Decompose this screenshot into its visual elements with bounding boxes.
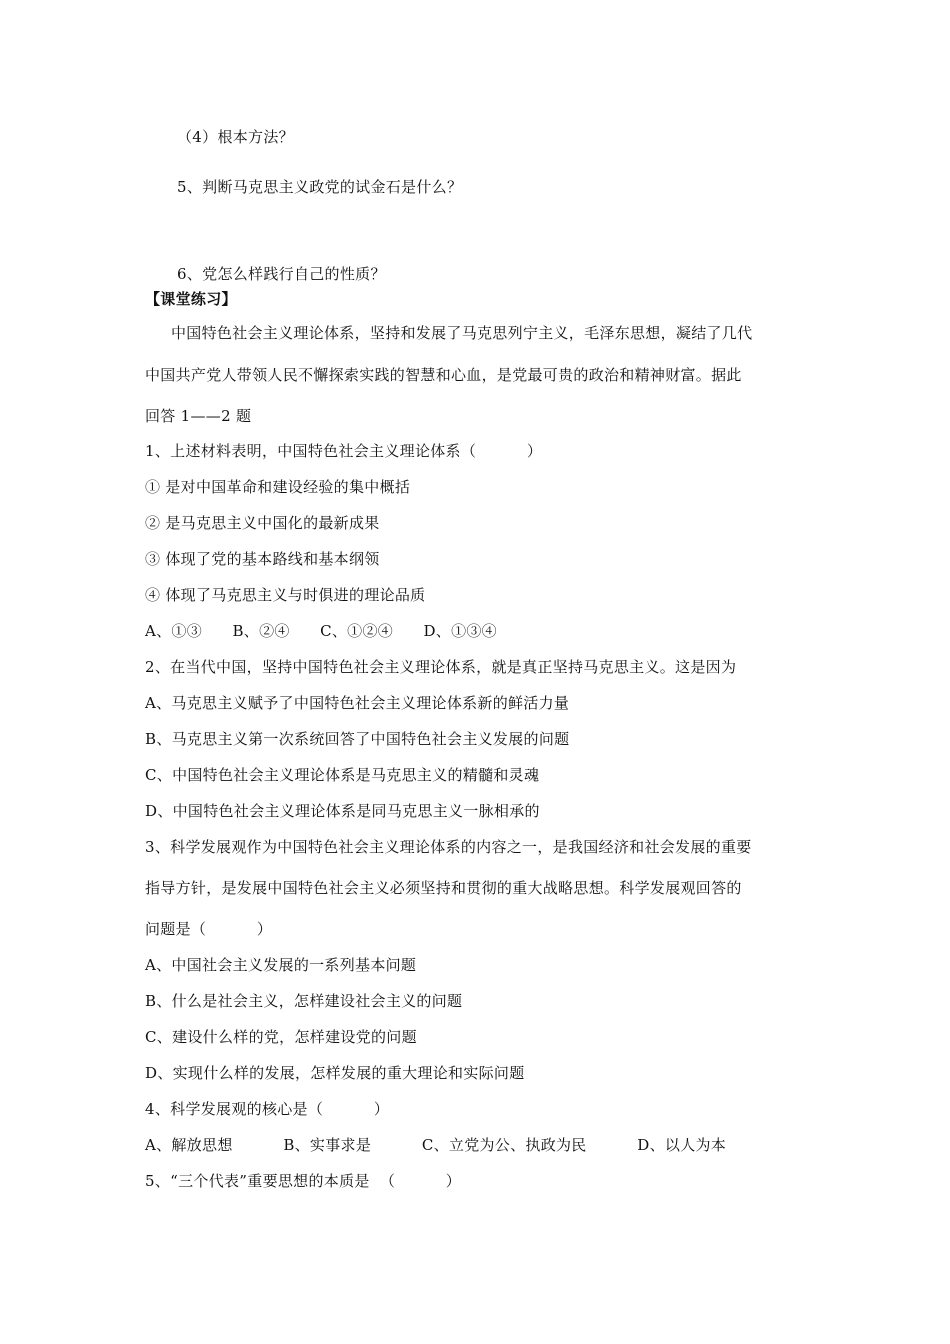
review-question-4-method: （4）根本方法？ [177, 128, 294, 146]
question-3-stem-line-3: 问题是（ ） [145, 920, 273, 938]
question-1-statement-1: ① 是对中国革命和建设经验的集中概括 [145, 478, 411, 496]
question-1-statement-2: ② 是马克思主义中国化的最新成果 [145, 514, 380, 532]
question-3-option-c: C、建设什么样的党，怎样建设党的问题 [145, 1028, 417, 1046]
question-4-stem: 4、科学发展观的核心是（ ） [145, 1100, 390, 1118]
question-3-option-a: A、中国社会主义发展的一系列基本问题 [145, 956, 417, 974]
question-2-stem: 2、在当代中国，坚持中国特色社会主义理论体系，就是真正坚持马克思主义。这是因为 [145, 658, 737, 676]
question-3-option-d: D、实现什么样的发展，怎样发展的重大理论和实际问题 [145, 1064, 525, 1082]
material-line-3: 回答 1——2 题 [145, 407, 252, 425]
review-question-5: 5、判断马克思主义政党的试金石是什么？ [177, 178, 463, 196]
review-question-6: 6、党怎么样践行自己的性质？ [177, 265, 386, 283]
question-3-option-b: B、什么是社会主义，怎样建设社会主义的问题 [145, 992, 463, 1010]
question-1-stem: 1、上述材料表明，中国特色社会主义理论体系（ ） [145, 442, 543, 460]
question-3-stem-line-2: 指导方针，是发展中国特色社会主义必须坚持和贯彻的重大战略思想。科学发展观回答的 [145, 879, 742, 897]
question-2-option-d: D、中国特色社会主义理论体系是同马克思主义一脉相承的 [145, 802, 540, 820]
question-4-options: A、解放思想 B、实事求是 C、立党为公、执政为民 D、以人为本 [145, 1136, 727, 1154]
question-5-stem: 5、“三个代表”重要思想的本质是 （ ） [145, 1172, 462, 1190]
material-line-2: 中国共产党人带领人民不懈探索实践的智慧和心血，是党最可贵的政治和精神财富。据此 [145, 366, 742, 384]
question-2-option-b: B、马克思主义第一次系统回答了中国特色社会主义发展的问题 [145, 730, 570, 748]
question-2-option-a: A、马克思主义赋予了中国特色社会主义理论体系新的鲜活力量 [145, 694, 570, 712]
question-1-statement-3: ③ 体现了党的基本路线和基本纲领 [145, 550, 380, 568]
question-3-stem-line-1: 3、科学发展观作为中国特色社会主义理论体系的内容之一，是我国经济和社会发展的重要 [145, 838, 752, 856]
practice-heading: 【课堂练习】 [145, 290, 237, 308]
question-2-option-c: C、中国特色社会主义理论体系是马克思主义的精髓和灵魂 [145, 766, 540, 784]
question-1-statement-4: ④ 体现了马克思主义与时俱进的理论品质 [145, 586, 426, 604]
question-1-options: A、①③ B、②④ C、①②④ D、①③④ [145, 622, 497, 640]
material-line-1: 中国特色社会主义理论体系，坚持和发展了马克思列宁主义，毛泽东思想，凝结了几代 [171, 324, 753, 342]
